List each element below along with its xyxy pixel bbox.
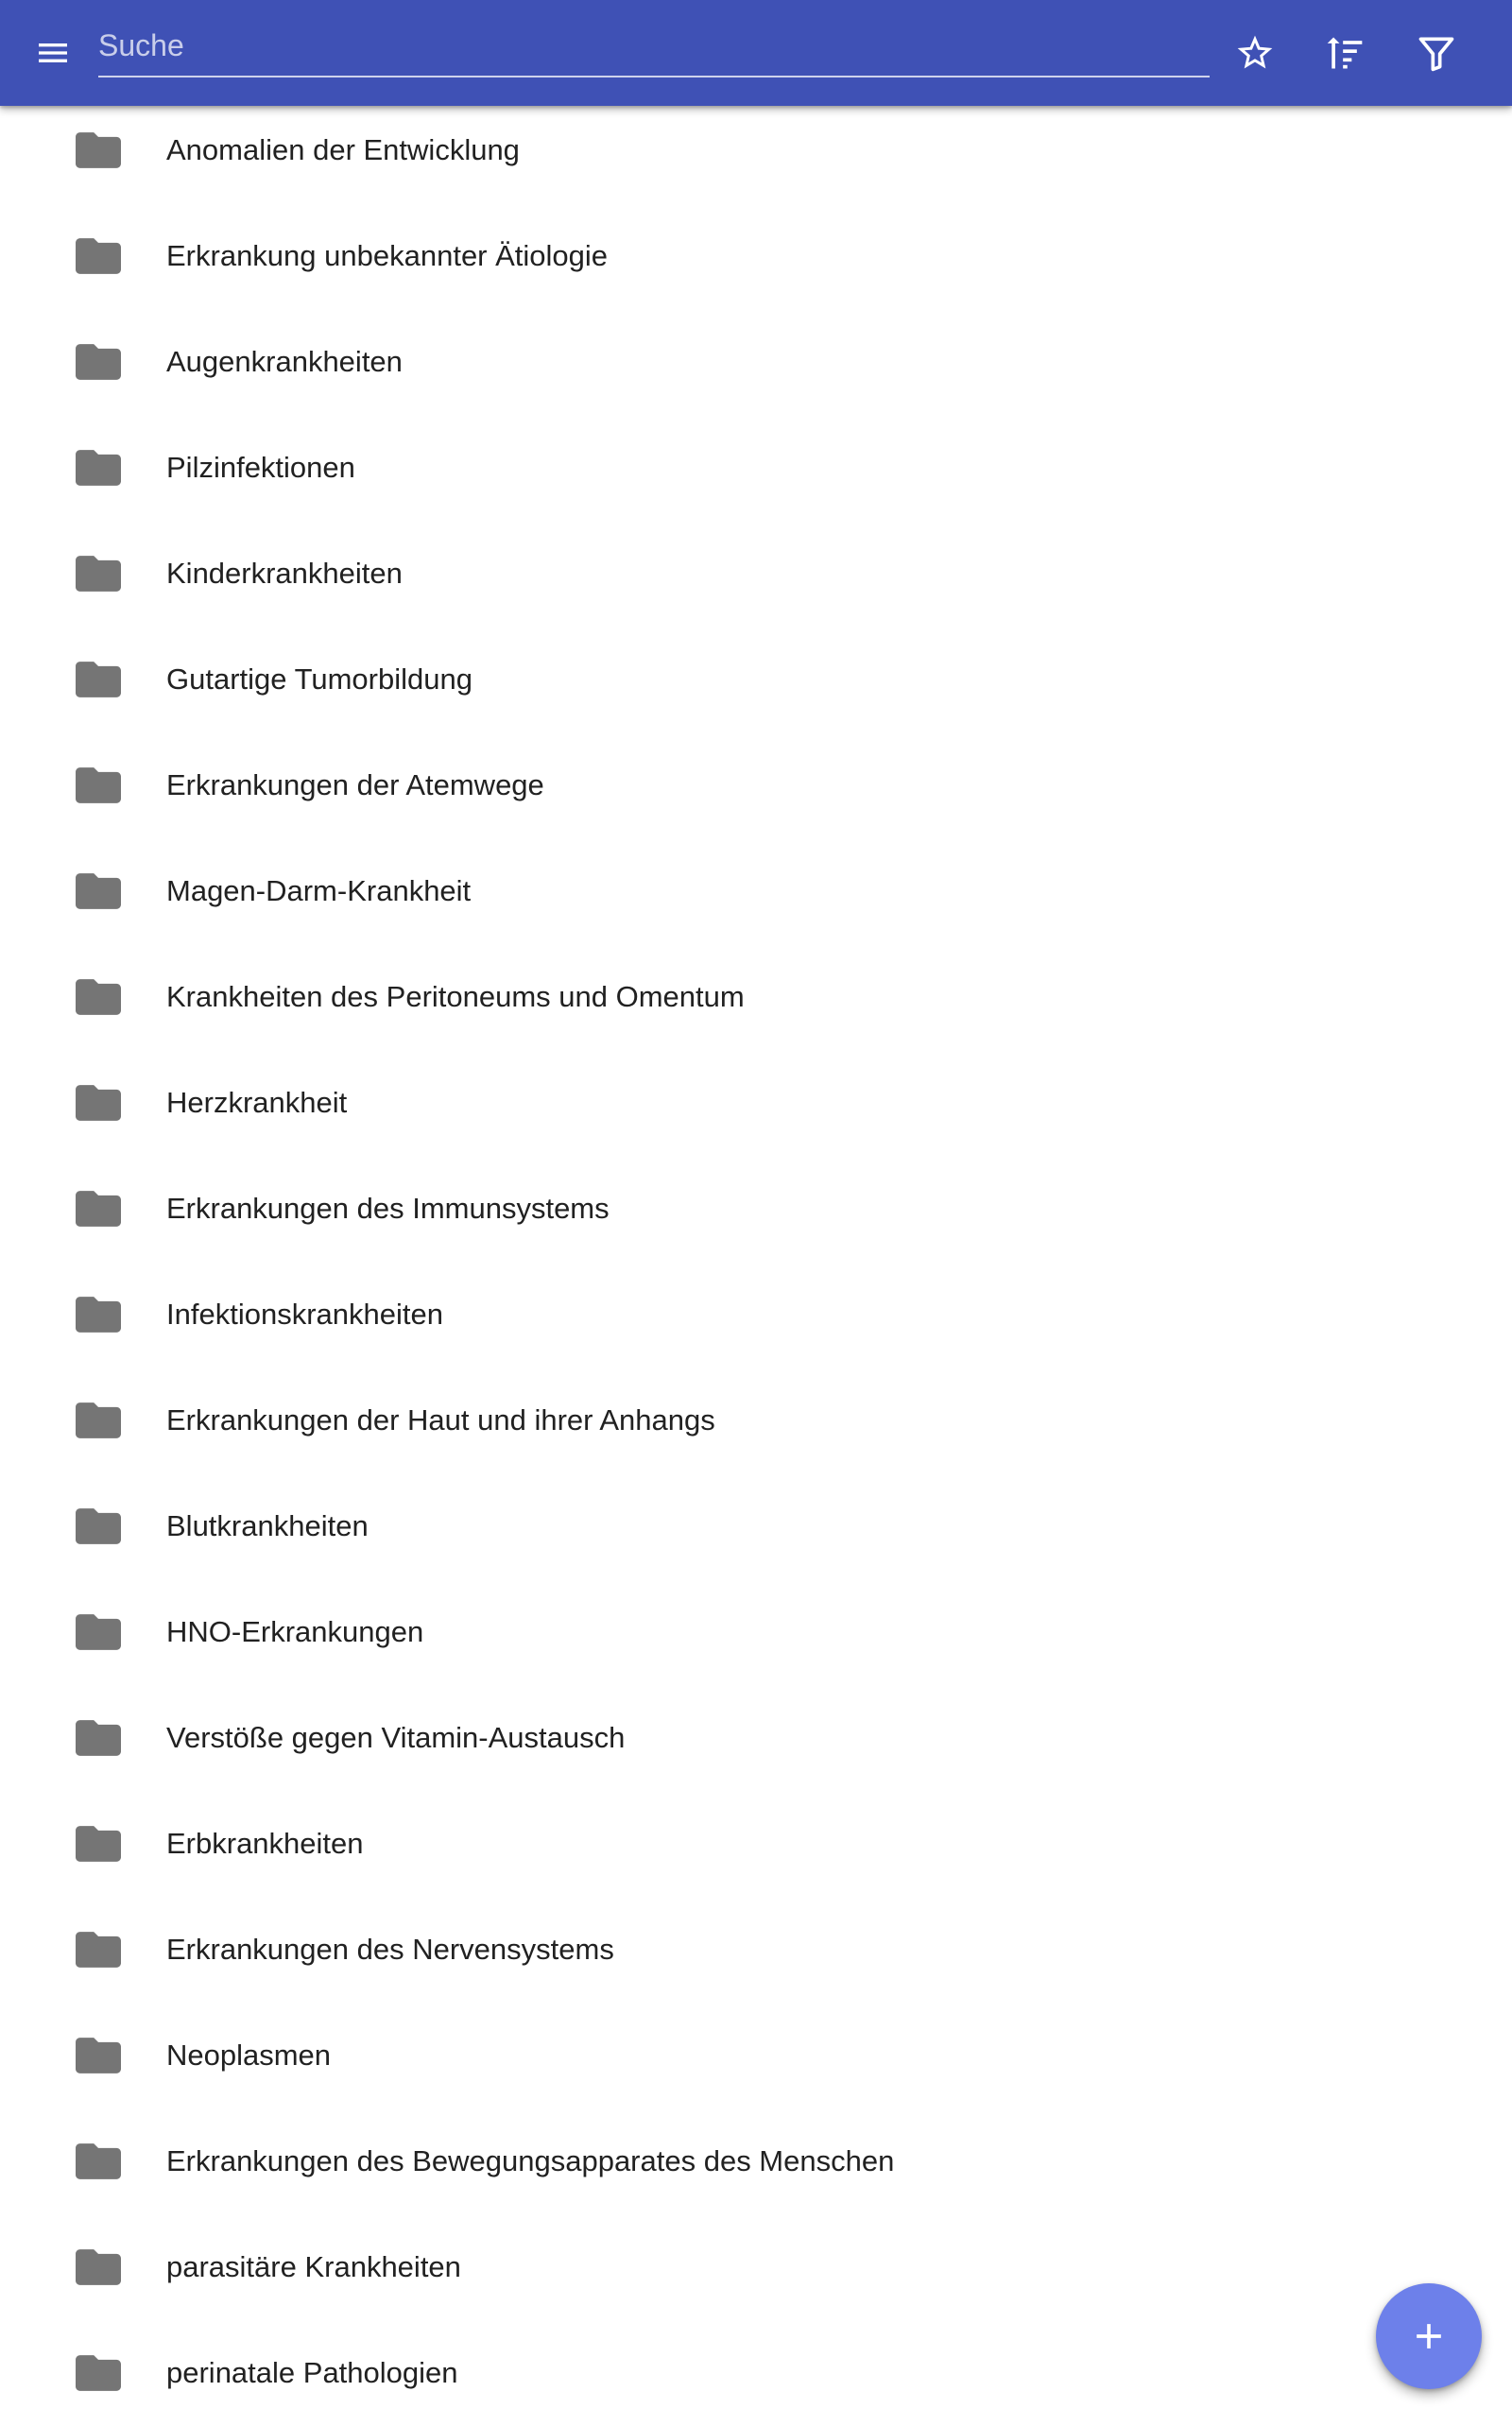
- list-item[interactable]: [0, 1262, 1512, 1368]
- folder-icon: [76, 2142, 121, 2180]
- filter-icon: [1416, 32, 1457, 74]
- list-item[interactable]: [0, 1791, 1512, 1897]
- list-item[interactable]: [0, 627, 1512, 732]
- menu-button[interactable]: [15, 15, 91, 91]
- folder-icon: [76, 1402, 121, 1439]
- list-item-label: Infektionskrankheiten: [166, 1298, 443, 1331]
- folder-icon: [76, 343, 121, 381]
- folder-icon: [76, 661, 121, 698]
- list-item-label: Magen-Darm-Krankheit: [166, 874, 472, 907]
- list-item-label: Augenkrankheiten: [166, 345, 403, 378]
- add-button[interactable]: [1376, 2283, 1482, 2389]
- list-item[interactable]: [0, 1897, 1512, 2003]
- list-item[interactable]: [0, 2320, 1512, 2426]
- list-item[interactable]: [0, 2003, 1512, 2108]
- list-item[interactable]: [0, 1685, 1512, 1791]
- folder-icon: [76, 1613, 121, 1651]
- list-item-label: Erkrankungen des Immunsystems: [166, 1192, 610, 1225]
- folder-icon: [76, 1719, 121, 1757]
- list-item-label: Anomalien der Entwicklung: [166, 133, 520, 166]
- list-item[interactable]: [0, 1050, 1512, 1156]
- list-item[interactable]: [0, 1473, 1512, 1579]
- folder-icon: [76, 2037, 121, 2074]
- sort-button[interactable]: [1307, 15, 1383, 91]
- folder-icon: [76, 872, 121, 910]
- list-item[interactable]: [0, 838, 1512, 944]
- list-item-label: Verstöße gegen Vitamin-Austausch: [166, 1721, 626, 1754]
- search-field: [98, 19, 1210, 77]
- folder-icon: [76, 237, 121, 275]
- list-item[interactable]: [0, 2108, 1512, 2214]
- list-item[interactable]: [0, 2214, 1512, 2320]
- menu-icon: [34, 34, 72, 72]
- list-item-label: parasitäre Krankheiten: [166, 2250, 461, 2283]
- folder-icon: [76, 1084, 121, 1122]
- folder-icon: [76, 1507, 121, 1545]
- star-outline-icon: [1234, 32, 1276, 74]
- top-app-bar: [0, 0, 1512, 106]
- folder-icon: [76, 766, 121, 804]
- list-item-label: Erkrankungen der Atemwege: [166, 768, 544, 801]
- folder-icon: [76, 2354, 121, 2392]
- folder-icon: [76, 2248, 121, 2286]
- list-item[interactable]: [0, 521, 1512, 627]
- filter-button[interactable]: [1399, 15, 1474, 91]
- list-item[interactable]: [0, 944, 1512, 1050]
- list-item-label: Herzkrankheit: [166, 1086, 348, 1119]
- list-item-label: perinatale Pathologien: [166, 2356, 458, 2389]
- list-item-label: Blutkrankheiten: [166, 1509, 369, 1542]
- folder-icon: [76, 1296, 121, 1333]
- list-item[interactable]: [0, 1156, 1512, 1262]
- folder-icon: [76, 1931, 121, 1969]
- sort-icon: [1324, 32, 1366, 74]
- list-item[interactable]: [0, 732, 1512, 838]
- folder-icon: [76, 131, 121, 169]
- folder-icon: [76, 1190, 121, 1228]
- list-item-label: Pilzinfektionen: [166, 451, 355, 484]
- list-item[interactable]: [0, 309, 1512, 415]
- list-item-label: Erkrankung unbekannter Ätiologie: [166, 239, 609, 272]
- category-list: [0, 97, 1512, 2426]
- list-item-label: Krankheiten des Peritoneums und Omentum: [166, 980, 745, 1013]
- list-item-label: Kinderkrankheiten: [166, 557, 403, 590]
- list-item[interactable]: [0, 1368, 1512, 1473]
- list-item-label: Gutartige Tumorbildung: [166, 662, 472, 696]
- search-input[interactable]: [98, 19, 1210, 72]
- add-icon: [1408, 2315, 1450, 2357]
- list-item-label: Erbkrankheiten: [166, 1827, 364, 1860]
- list-item-label: Erkrankungen des Bewegungsapparates des Menschen: [166, 2144, 895, 2177]
- list-item-label: Erkrankungen der Haut und ihrer Anhangs: [166, 1403, 715, 1437]
- list-item[interactable]: [0, 97, 1512, 203]
- list-item-label: Neoplasmen: [166, 2039, 332, 2072]
- folder-icon: [76, 555, 121, 593]
- folder-icon: [76, 449, 121, 487]
- list-item[interactable]: [0, 1579, 1512, 1685]
- favorites-button[interactable]: [1217, 15, 1293, 91]
- folder-icon: [76, 1825, 121, 1863]
- list-item[interactable]: [0, 415, 1512, 521]
- list-item-label: Erkrankungen des Nervensystems: [166, 1933, 614, 1966]
- list-item[interactable]: [0, 203, 1512, 309]
- folder-icon: [76, 978, 121, 1016]
- list-item-label: HNO-Erkrankungen: [166, 1615, 424, 1648]
